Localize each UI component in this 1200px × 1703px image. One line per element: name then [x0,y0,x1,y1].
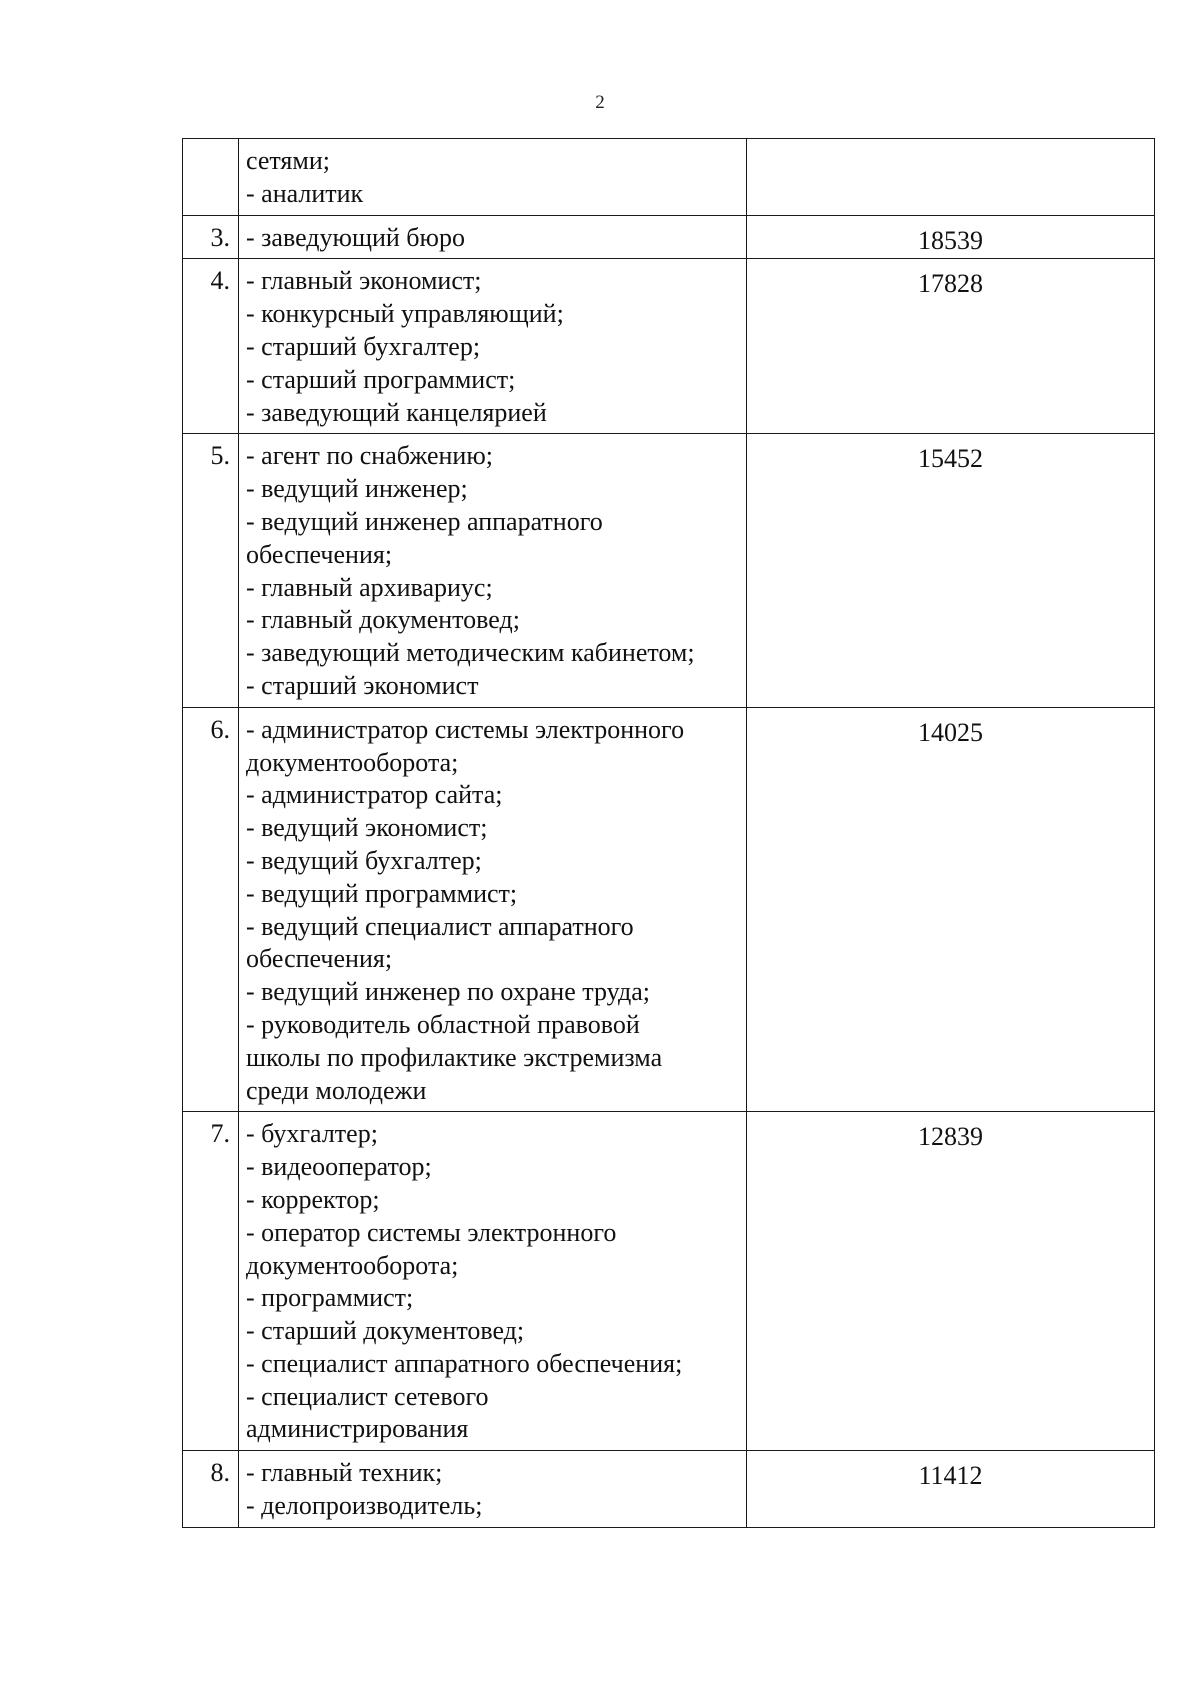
row-number: 5. [183,434,239,707]
position-list [239,259,747,434]
row-number [183,139,239,216]
position-line: - заведующий бюро [246,222,465,252]
position-line: - ведущий экономист; [246,813,488,843]
position-line: - агент по снабжению; [246,441,493,471]
position-line: - старший экономист [246,670,479,700]
position-line: - ведущий специалист аппаратного [246,911,634,941]
position-line: - аналитик [246,178,364,208]
position-line: администрирования [246,1414,469,1444]
position-line: - видеооператор; [246,1152,432,1182]
salary-value: 11412 [747,1451,1155,1528]
position-line: - администратор сайта; [246,780,503,810]
position-line: - специалист аппаратного обеспечения; [246,1348,683,1378]
position-line: - конкурсный управляющий; [246,299,564,329]
position-list [239,434,747,707]
table-row [183,707,1155,1112]
page-number: 2 [595,92,605,113]
position-list [239,1451,747,1528]
position-line: документооборота; [246,747,459,777]
position-line: - главный экономист; [246,266,482,296]
position-line: - оператор системы электронного [246,1217,617,1247]
position-line: документооборота; [246,1250,459,1280]
position-line: - ведущий инженер аппаратного [246,506,603,536]
position-line: - главный архивариус; [246,572,493,602]
position-line: - ведущий инженер; [246,474,468,504]
salary-value [747,139,1155,216]
table-row [183,434,1155,707]
salary-value: 17828 [747,259,1155,434]
position-line: школы по профилактике экстремизма [246,1042,663,1072]
position-line: обеспечения; [246,944,393,974]
position-line: - бухгалтер; [246,1119,378,1149]
position-list [239,139,747,216]
position-line: среди молодежи [246,1075,427,1105]
position-list [239,707,747,1112]
positions-salary-table [182,138,1155,1528]
salary-value: 12839 [747,1112,1155,1451]
position-line: - ведущий бухгалтер; [246,845,482,875]
position-line: - старший программист; [246,364,516,394]
position-line: - корректор; [246,1184,380,1214]
position-line: - администратор системы электронного [246,714,685,744]
table-row [183,1451,1155,1528]
position-list [239,1112,747,1451]
position-line: - программист; [246,1283,414,1313]
position-line: - заведующий канцелярией [246,397,547,427]
row-number: 6. [183,707,239,1112]
position-line: - специалист сетевого [246,1381,489,1411]
salary-value: 18539 [747,215,1155,259]
row-number: 4. [183,259,239,434]
salary-value: 14025 [747,707,1155,1112]
position-line: - старший бухгалтер; [246,331,481,361]
salary-value: 15452 [747,434,1155,707]
table-row [183,139,1155,216]
row-number: 7. [183,1112,239,1451]
row-number: 3. [183,215,239,259]
position-line: - заведующий методическим кабинетом; [246,638,695,668]
table-row [183,1112,1155,1451]
position-line: - главный техник; [246,1458,443,1488]
position-line: - старший документовед; [246,1316,525,1346]
position-line: - ведущий программист; [246,878,518,908]
position-list [239,215,747,259]
position-line: - делопроизводитель; [246,1491,483,1521]
table-row [183,259,1155,434]
table-row [183,215,1155,259]
position-line: - ведущий инженер по охране труда; [246,977,650,1007]
position-line: - руководитель областной правовой [246,1009,640,1039]
row-number: 8. [183,1451,239,1528]
position-line: обеспечения; [246,539,393,569]
position-line: сетями; [246,146,330,175]
position-line: - главный документовед; [246,605,520,635]
